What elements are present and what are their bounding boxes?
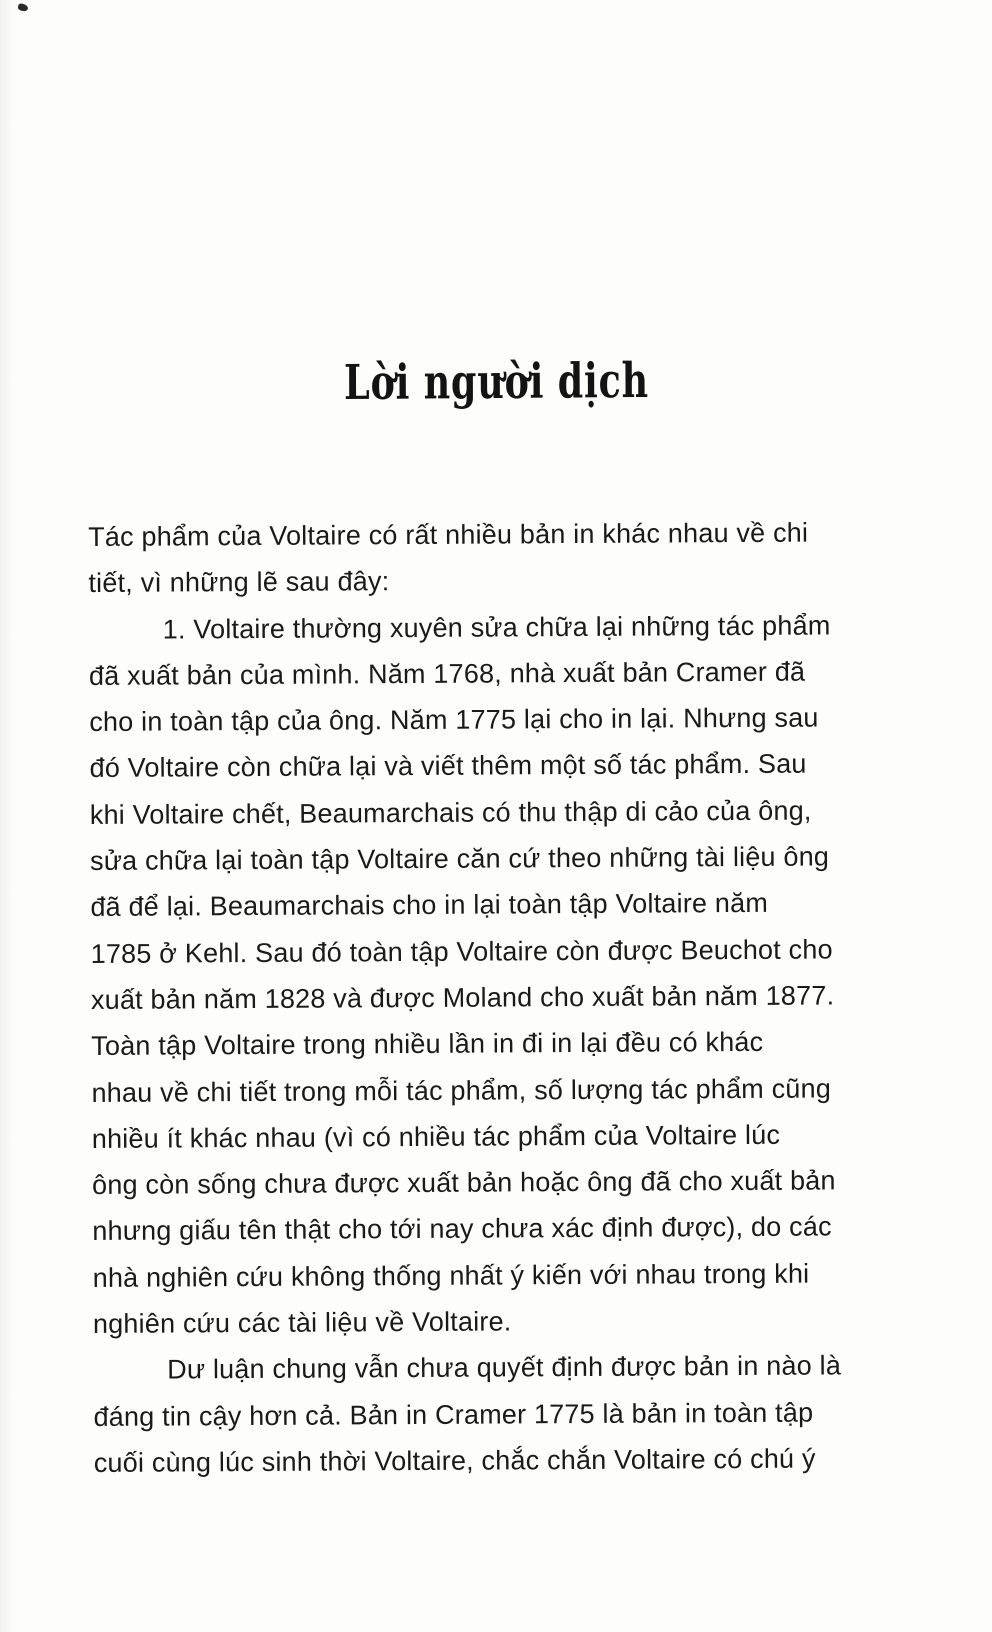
page-title-text: Lời người dịch xyxy=(343,353,649,412)
text-line: nhà nghiên cứu không thống nhất ý kiến với nhau trong khi xyxy=(92,1258,810,1293)
text-line: nghiên cứu các tài liệu về Voltaire. xyxy=(92,1306,512,1340)
text-line: tiết, vì những lẽ sau đây: xyxy=(88,566,390,599)
scan-artifact-mark xyxy=(17,3,28,12)
text-line: cuối cùng lúc sinh thời Voltaire, chắc chắn Voltaire có chú ý xyxy=(93,1443,816,1478)
text-line: nhưng giấu tên thật cho tới nay chưa xác định được), do các xyxy=(92,1211,832,1247)
text-line: Toàn tập Voltaire trong nhiều lần in đi in lại đều có khác xyxy=(91,1027,764,1062)
text-line: ông còn sống chưa được xuất bản hoặc ông đã cho xuất bản xyxy=(92,1165,836,1201)
text-line: xuất bản năm 1828 và được Moland cho xuất bản năm 1877. xyxy=(90,980,835,1015)
scan-edge-shadow xyxy=(0,0,14,1632)
text-line: nhiều ít khác nhau (vì có nhiều tác phẩm của Voltaire lúc xyxy=(91,1119,781,1154)
text-line: cho in toàn tập của ông. Năm 1775 lại cho in lại. Nhưng sau xyxy=(89,702,819,738)
text-line: đáng tin cậy hơn cả. Bản in Cramer 1775 là bản in toàn tập xyxy=(93,1397,814,1432)
text-line: đã để lại. Beaumarchais cho in lại toàn tập Voltaire năm xyxy=(90,888,769,923)
text-line: khi Voltaire chết, Beaumarchais có thu thập di cảo của ông, xyxy=(89,795,812,830)
text-line: sửa chữa lại toàn tập Voltaire căn cứ theo những tài liệu ông xyxy=(90,841,830,877)
text-line: đã xuất bản của mình. Năm 1768, nhà xuất bản Cramer đã xyxy=(88,656,806,691)
text-line: Tác phẩm của Voltaire có rất nhiều bản in khác nhau về chi xyxy=(88,517,809,552)
text-line: 1785 ở Kehl. Sau đó toàn tập Voltaire còn được Beuchot cho xyxy=(90,934,833,969)
text-line: đó Voltaire còn chữa lại và viết thêm một số tác phẩm. Sau xyxy=(89,749,807,784)
page-title xyxy=(0,354,992,410)
text-line: Dư luận chung vẫn chưa quyết định được bản in nào là xyxy=(167,1350,842,1385)
text-line: nhau về chi tiết trong mỗi tác phẩm, số lượng tác phẩm cũng xyxy=(91,1073,832,1108)
body-text xyxy=(88,509,936,1486)
text-line: 1. Voltaire thường xuyên sửa chữa lại những tác phẩm xyxy=(162,610,831,645)
